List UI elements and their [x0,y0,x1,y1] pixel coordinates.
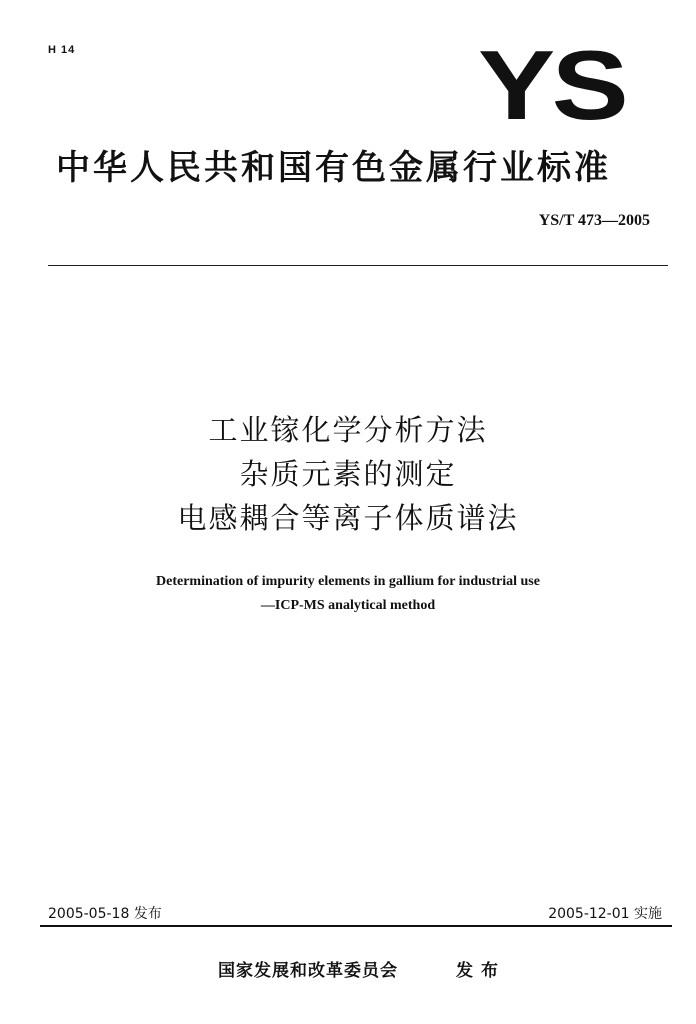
issuer-title: 中华人民共和国有色金属行业标准 [56,148,611,188]
chinese-title-block [0,408,696,540]
classification-code: H 14 [48,44,76,56]
english-title-block [0,570,696,618]
standard-number: YS/T 473—2005 [538,212,650,229]
english-title-line-1: Determination of impurity elements in gallium for industrial use [156,574,540,589]
english-title-line-2: —ICP-MS analytical method [260,598,436,613]
issue-date: 2005-05-18 发布 [48,906,162,922]
ys-logo: YS [478,30,626,140]
header-divider [48,265,668,266]
chinese-title-line-3: 电感耦合等离子体质谱法 [177,501,519,535]
publisher-action: 发布 [456,961,506,981]
publisher-name: 国家发展和改革委员会 [218,961,398,981]
chinese-title-line-1: 工业镓化学分析方法 [208,413,488,447]
footer-divider [40,925,672,927]
chinese-title-line-2: 杂质元素的测定 [239,457,457,491]
effective-date: 2005-12-01 实施 [548,906,662,922]
